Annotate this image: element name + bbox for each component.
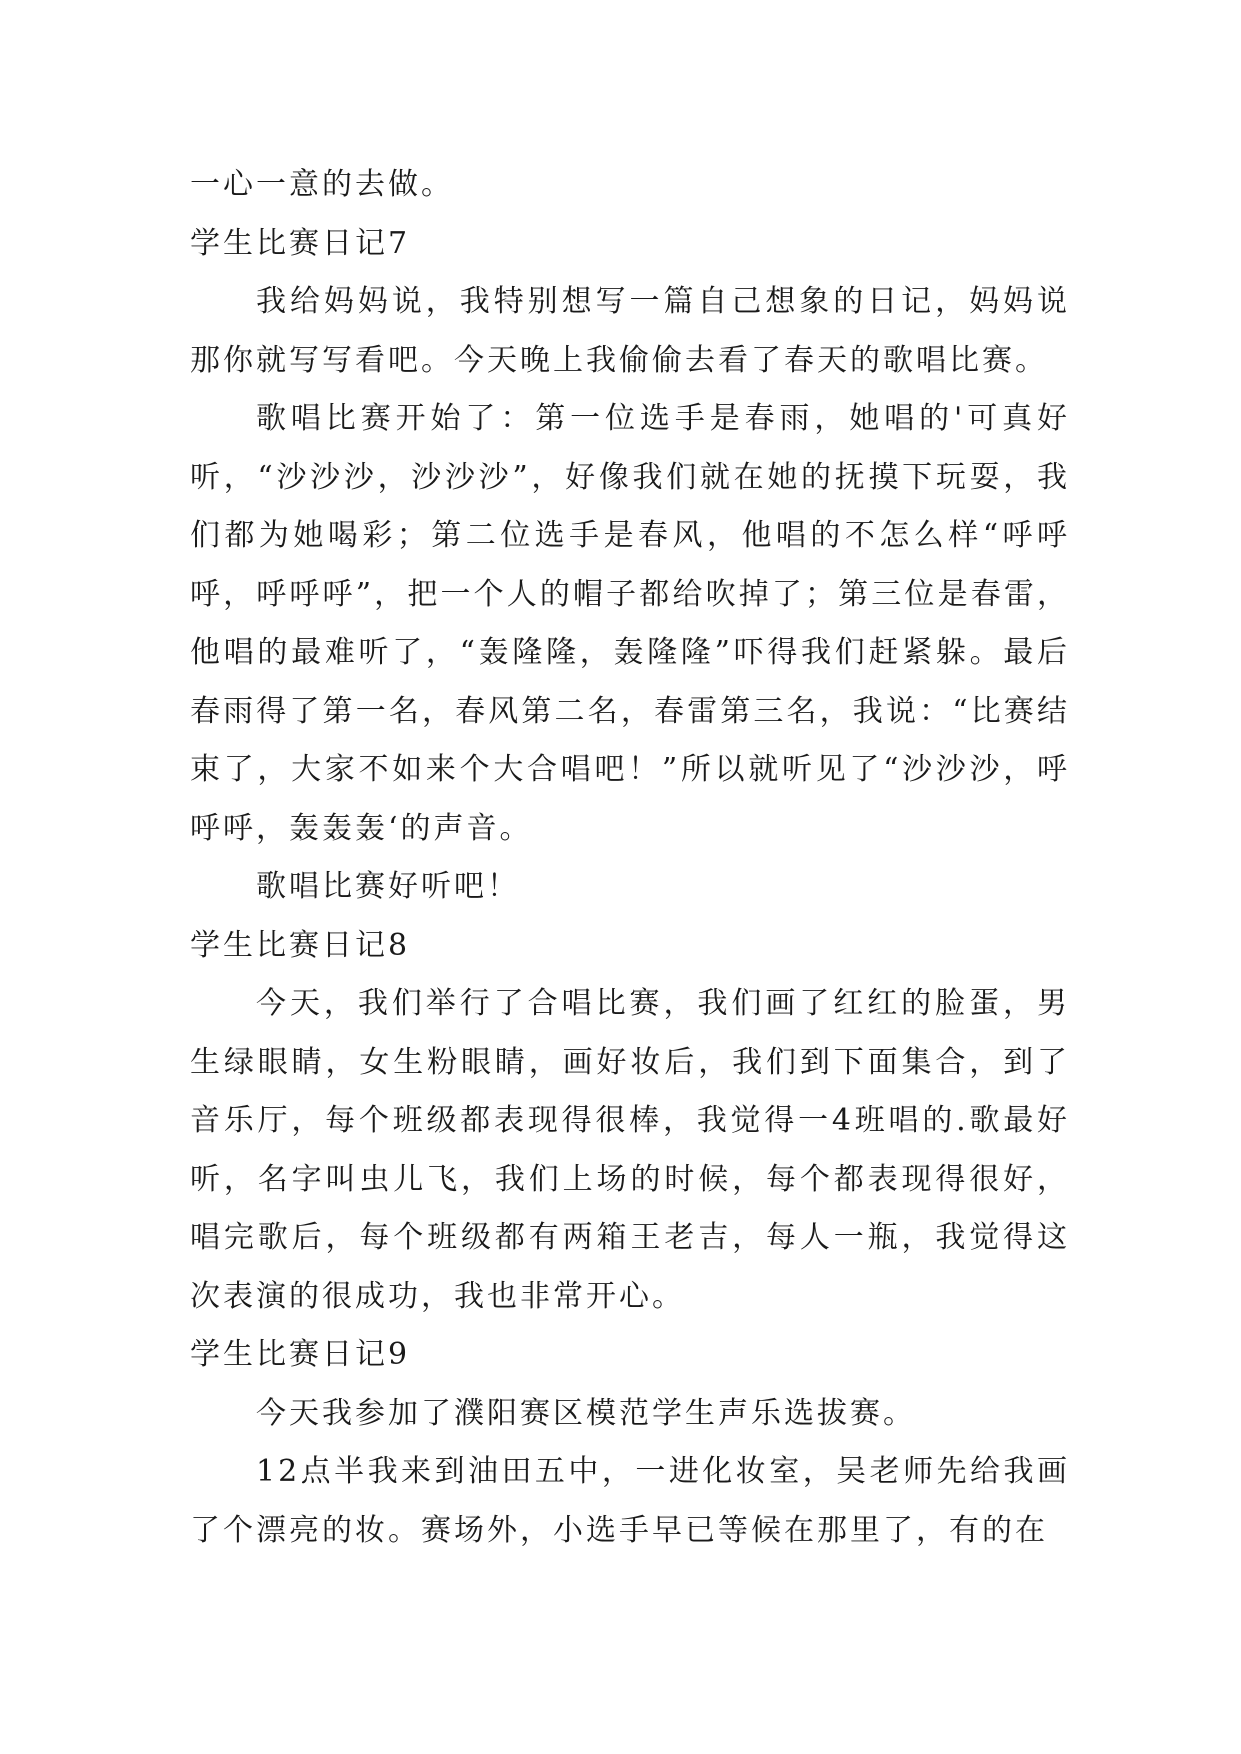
paragraph: 歌唱比赛开始了：第一位选手是春雨，她唱的'可真好听，“沙沙沙，沙沙沙”，好像我们就在她的抚摸下玩耍，我们都为她喝彩；第二位选手是春风，他唱的不怎么样“呼呼呼，呼呼呼”，把一个人的帽子都给吹掉了；第三位是春雷，他唱的最难听了，“轰隆隆，轰隆隆”吓得我们赶紧躲。最后春雨得了第一名，春风第二名，春雷第三名，我说：“比赛结束了，大家不如来个大合唱吧！”所以就听见了“沙沙沙，呼呼呼，轰轰轰‘的声音。 xyxy=(190,401,1070,846)
paragraph: 今天我参加了濮阳赛区模范学生声乐选拔赛。 xyxy=(256,1395,916,1431)
paragraph-continued: 一心一意的去做。 xyxy=(190,167,454,202)
section-heading-8: 学生比赛日记8 xyxy=(190,927,411,963)
paragraph: 歌唱比赛好听吧！ xyxy=(256,869,520,904)
section-heading-7: 学生比赛日记7 xyxy=(190,225,411,261)
paragraph: 我给妈妈说，我特别想写一篇自己想象的日记，妈妈说那你就写写看吧。今天晚上我偷偷去看了春天的歌唱比赛。 xyxy=(190,284,1070,378)
document-body xyxy=(190,156,1070,1560)
paragraph: 12点半我来到油田五中，一进化妆室，吴老师先给我画了个漂亮的妆。赛场外，小选手早已等候在那里了，有的在 xyxy=(190,1454,1070,1548)
paragraph: 今天，我们举行了合唱比赛，我们画了红红的脸蛋，男生绿眼睛，女生粉眼睛，画好妆后，我们到下面集合，到了音乐厅，每个班级都表现得很棒，我觉得一4班唱的.歌最好听，名字叫虫儿飞，我们上场的时候，每个都表现得很好，唱完歌后，每个班级都有两箱王老吉，每人一瓶，我觉得这次表演的很成功，我也非常开心。 xyxy=(190,986,1070,1314)
section-heading-9: 学生比赛日记9 xyxy=(190,1337,411,1372)
